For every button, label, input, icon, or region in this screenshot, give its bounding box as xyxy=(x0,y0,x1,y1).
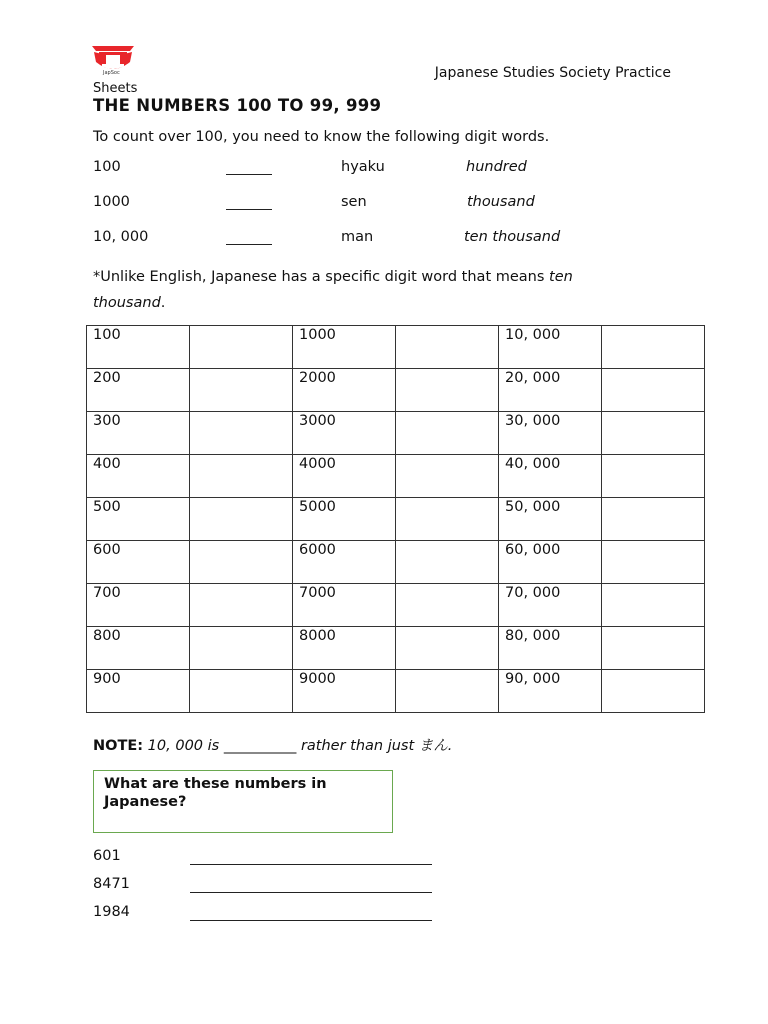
number-cell: 8000 xyxy=(293,627,396,670)
number-cell: 2000 xyxy=(293,369,396,412)
number-cell: 60, 000 xyxy=(499,541,602,584)
answer-cell[interactable] xyxy=(602,412,705,455)
answer-cell[interactable] xyxy=(396,326,499,369)
note-man xyxy=(93,734,452,755)
digit-number: 100 xyxy=(93,159,121,175)
number-cell: 50, 000 xyxy=(499,498,602,541)
intro-text: To count over 100, you need to know the following digit words. xyxy=(93,129,550,145)
digit-blank xyxy=(226,244,272,245)
answer-cell[interactable] xyxy=(190,584,293,627)
answer-cell[interactable] xyxy=(190,541,293,584)
table-row xyxy=(87,326,705,369)
number-cell: 4000 xyxy=(293,455,396,498)
note-label: NOTE: xyxy=(93,738,144,754)
number-cell: 30, 000 xyxy=(499,412,602,455)
answer-cell[interactable] xyxy=(396,369,499,412)
answer-cell[interactable] xyxy=(602,369,705,412)
answer-cell[interactable] xyxy=(190,670,293,713)
note-end: . xyxy=(160,295,166,311)
number-cell: 100 xyxy=(87,326,190,369)
note-blank[interactable]: __________ xyxy=(223,738,297,754)
number-cell: 7000 xyxy=(293,584,396,627)
answer-cell[interactable] xyxy=(396,627,499,670)
header-org-wrap: Sheets xyxy=(93,81,138,96)
answer-cell[interactable] xyxy=(602,541,705,584)
number-cell: 90, 000 xyxy=(499,670,602,713)
answer-cell[interactable] xyxy=(602,326,705,369)
answer-cell[interactable] xyxy=(602,584,705,627)
answer-cell[interactable] xyxy=(190,627,293,670)
digit-blank xyxy=(226,174,272,175)
note-text: *Unlike English, Japanese has a specific digit word that means xyxy=(93,269,550,285)
answer-cell[interactable] xyxy=(602,627,705,670)
digit-romaji: hyaku xyxy=(341,159,385,175)
table-row xyxy=(87,412,705,455)
table-row xyxy=(87,498,705,541)
number-cell: 5000 xyxy=(293,498,396,541)
note-ten-thousand xyxy=(93,264,633,316)
digit-meaning: thousand xyxy=(467,194,535,210)
digit-meaning: hundred xyxy=(466,159,527,175)
logo xyxy=(90,40,136,80)
table-row xyxy=(87,670,705,713)
note-text-a: 10, 000 is xyxy=(147,738,220,754)
answer-cell[interactable] xyxy=(602,498,705,541)
number-cell: 9000 xyxy=(293,670,396,713)
number-cell: 400 xyxy=(87,455,190,498)
digit-romaji: man xyxy=(341,229,374,245)
number-cell: 300 xyxy=(87,412,190,455)
answer-cell[interactable] xyxy=(602,670,705,713)
answer-cell[interactable] xyxy=(396,541,499,584)
table-row xyxy=(87,584,705,627)
answer-cell[interactable] xyxy=(190,412,293,455)
answer-cell[interactable] xyxy=(396,455,499,498)
answer-cell[interactable] xyxy=(190,455,293,498)
number-cell: 40, 000 xyxy=(499,455,602,498)
page-title: THE NUMBERS 100 TO 99, 999 xyxy=(93,96,382,115)
header-org: Japanese Studies Society Practice xyxy=(434,65,671,81)
answer-cell[interactable] xyxy=(602,455,705,498)
question-number: 1984 xyxy=(93,904,130,920)
table-row xyxy=(87,541,705,584)
number-cell: 70, 000 xyxy=(499,584,602,627)
number-cell: 800 xyxy=(87,627,190,670)
number-cell: 200 xyxy=(87,369,190,412)
question-number: 601 xyxy=(93,848,121,864)
number-cell: 500 xyxy=(87,498,190,541)
number-cell: 3000 xyxy=(293,412,396,455)
answer-cell[interactable] xyxy=(396,670,499,713)
table-row xyxy=(87,455,705,498)
digit-blank xyxy=(226,209,272,210)
answer-cell[interactable] xyxy=(190,498,293,541)
note-text-b: rather than just まん. xyxy=(300,738,453,754)
answer-line[interactable] xyxy=(190,920,432,921)
digit-number: 10, 000 xyxy=(93,229,149,245)
digit-romaji: sen xyxy=(341,194,367,210)
number-cell: 6000 xyxy=(293,541,396,584)
logo-caption: JapSoc xyxy=(103,70,120,76)
answer-cell[interactable] xyxy=(190,369,293,412)
number-cell: 700 xyxy=(87,584,190,627)
number-cell: 600 xyxy=(87,541,190,584)
digit-meaning: ten thousand xyxy=(464,229,561,245)
numbers-table xyxy=(86,325,705,713)
answer-line[interactable] xyxy=(190,892,432,893)
answer-cell[interactable] xyxy=(396,498,499,541)
table-row xyxy=(87,369,705,412)
question-number: 8471 xyxy=(93,876,130,892)
answer-cell[interactable] xyxy=(190,326,293,369)
digit-number: 1000 xyxy=(93,194,130,210)
answer-line[interactable] xyxy=(190,864,432,865)
number-cell: 10, 000 xyxy=(499,326,602,369)
answer-cell[interactable] xyxy=(396,412,499,455)
number-cell: 1000 xyxy=(293,326,396,369)
number-cell: 20, 000 xyxy=(499,369,602,412)
number-cell: 80, 000 xyxy=(499,627,602,670)
table-row xyxy=(87,627,705,670)
number-cell: 900 xyxy=(87,670,190,713)
note-emphasis: ten thousand xyxy=(93,269,573,311)
answer-cell[interactable] xyxy=(396,584,499,627)
question-box: What are these numbers in Japanese? xyxy=(93,770,393,833)
